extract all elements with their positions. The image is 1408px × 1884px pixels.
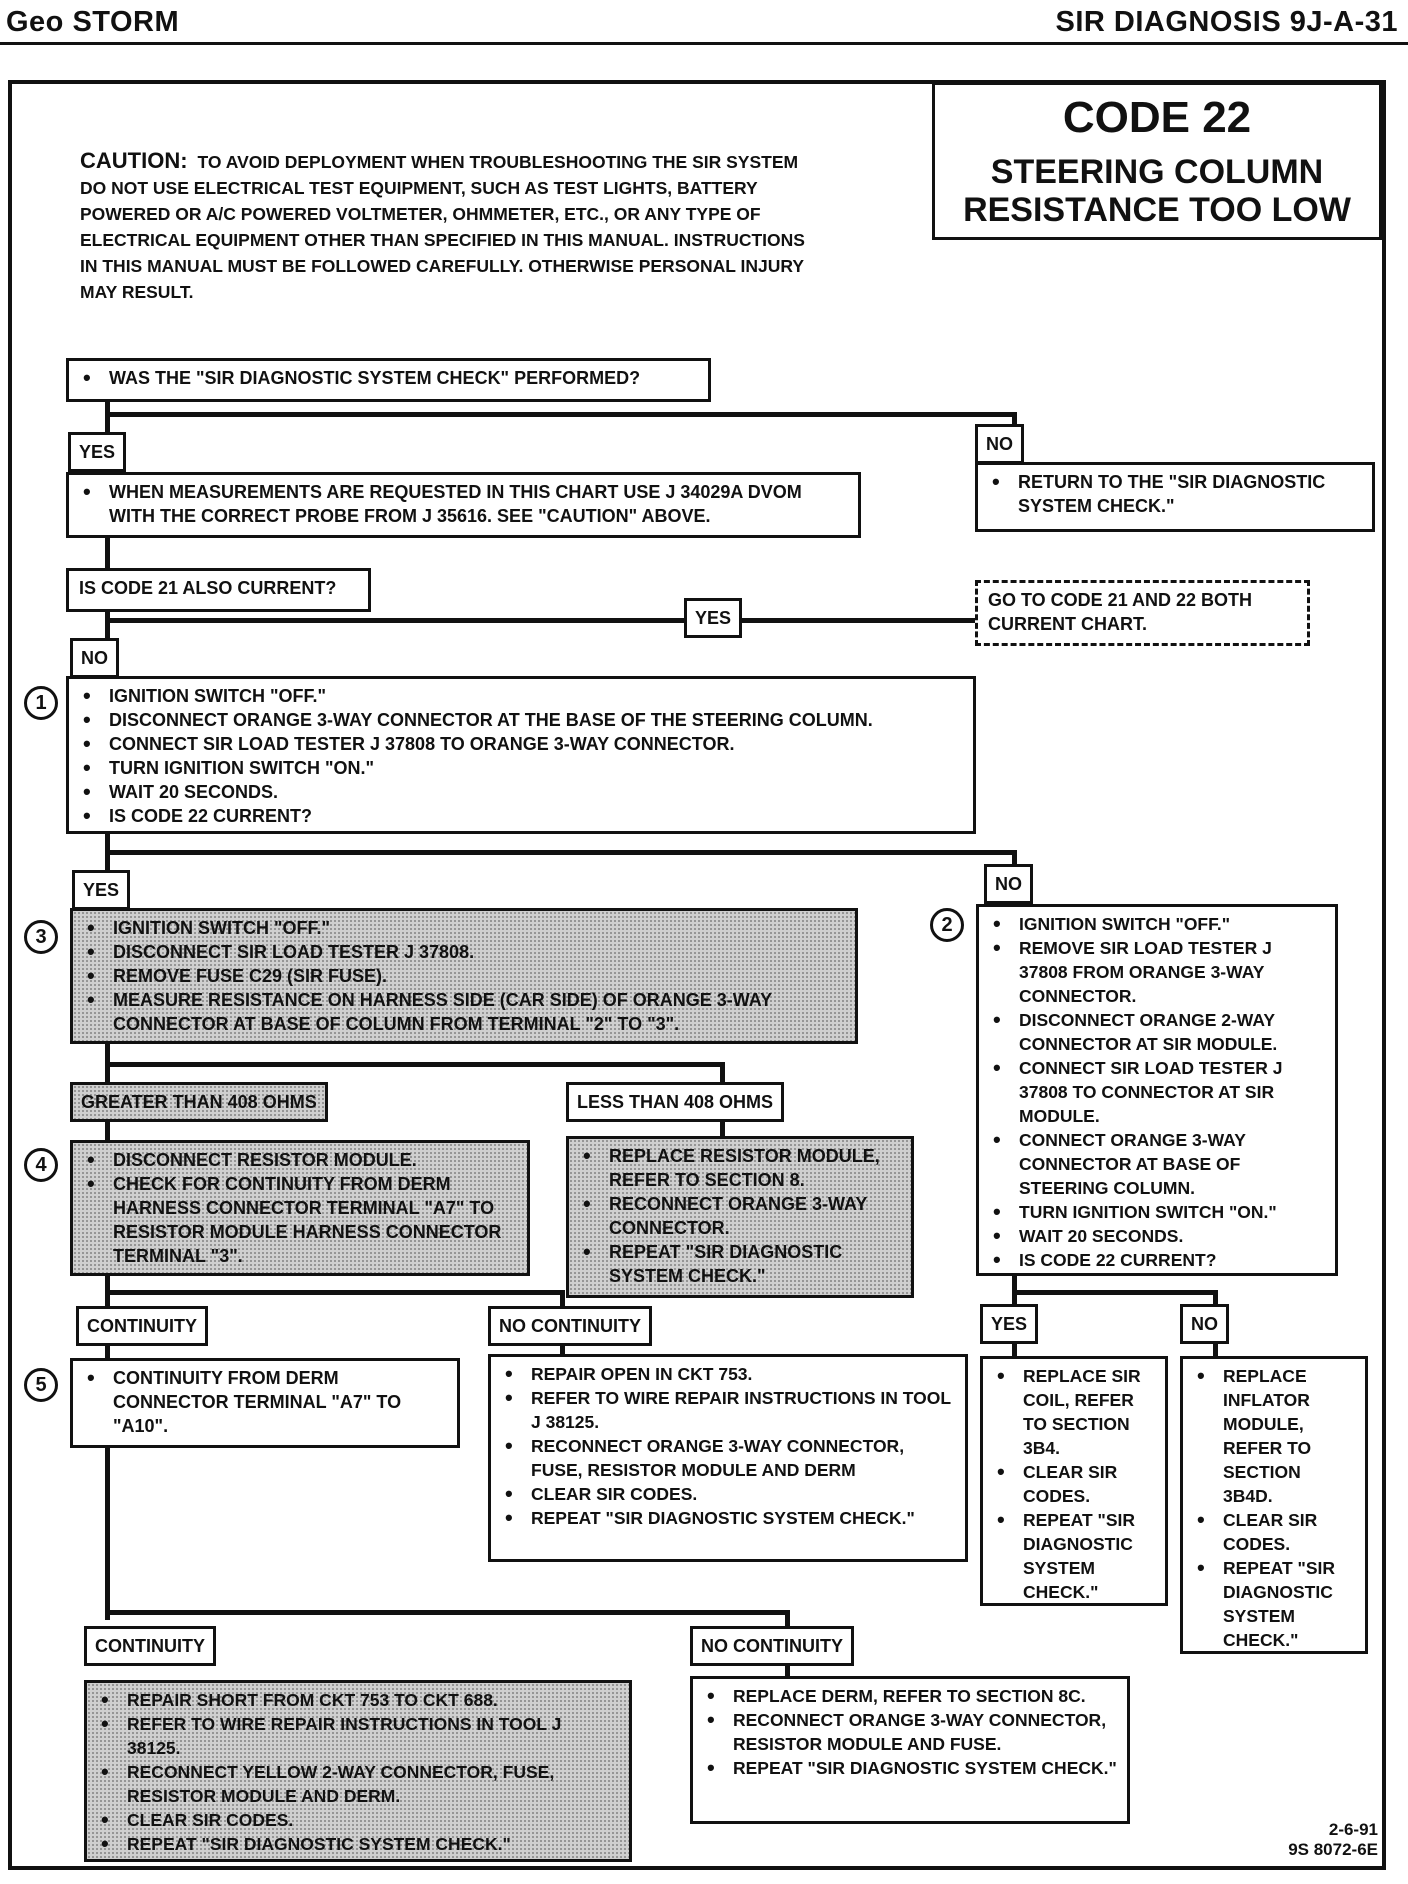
step1-item: • IS CODE 22 CURRENT?: [79, 804, 963, 828]
step3-box: [70, 908, 858, 1044]
step1-item: • DISCONNECT ORANGE 3-WAY CONNECTOR AT THE BASE OF THE STEERING COLUMN.: [79, 708, 963, 732]
step3-number: 3: [24, 920, 58, 954]
step1-box: [66, 676, 976, 834]
step2-item: • TURN IGNITION SWITCH "ON.": [989, 1200, 1325, 1224]
step4-branch-line: [105, 1290, 565, 1295]
q1-no-text: • RETURN TO THE "SIR DIAGNOSTIC SYSTEM CHECK.": [988, 470, 1362, 518]
s2-no-item: • REPLACE INFLATOR MODULE, REFER TO SECTION 3B4D.: [1193, 1364, 1355, 1508]
q1-yes-text: • WHEN MEASUREMENTS ARE REQUESTED IN THIS CHART USE J 34029A DVOM WITH THE CORRECT PROBE FROM J 35616. SEE "CAUTION" ABOVE.: [79, 480, 848, 528]
step4-number: 4: [24, 1148, 58, 1182]
step3-list: [83, 916, 845, 1036]
q2-branch-line: [105, 618, 985, 623]
q1-box: [66, 358, 711, 402]
less-box: [566, 1136, 914, 1298]
s4-continuity-label: CONTINUITY: [76, 1306, 208, 1346]
step2-no-drop: [1213, 1290, 1218, 1304]
s2-yes-label: YES: [980, 1304, 1038, 1344]
s5-continuity-item: • CLEAR SIR CODES.: [97, 1808, 619, 1832]
step2-branch-line: [1012, 1290, 1218, 1295]
q1-no-label: NO: [975, 424, 1024, 464]
step5-number: 5: [24, 1368, 58, 1402]
step2-item: • WAIT 20 SECONDS.: [989, 1224, 1325, 1248]
footer: [1288, 1820, 1378, 1860]
code-title: CODE 22: [1062, 93, 1252, 142]
less-item: • REPEAT "SIR DIAGNOSTIC SYSTEM CHECK.": [579, 1240, 901, 1288]
step2-item: • DISCONNECT ORANGE 2-WAY CONNECTOR AT SIR MODULE.: [989, 1008, 1325, 1056]
step2-item: • IS CODE 22 CURRENT?: [989, 1248, 1325, 1272]
q2-text: IS CODE 21 ALSO CURRENT?: [79, 578, 337, 598]
s5-nocontinuity-item: • REPLACE DERM, REFER TO SECTION 8C.: [703, 1684, 1117, 1708]
s5-continuity-box: [84, 1680, 632, 1862]
s2-no-item: • CLEAR SIR CODES.: [1193, 1508, 1355, 1556]
code-subtitle: STEERING COLUMN RESISTANCE TOO LOW: [963, 153, 1351, 229]
q2-yes-box: [975, 580, 1310, 646]
s5-continuity-item: • REFER TO WIRE REPAIR INSTRUCTIONS IN TOOL J 38125.: [97, 1712, 619, 1760]
s2-no-item: • REPEAT "SIR DIAGNOSTIC SYSTEM CHECK.": [1193, 1556, 1355, 1652]
step5-text: • CONTINUITY FROM DERM CONNECTOR TERMINAL "A7" TO "A10".: [83, 1366, 447, 1438]
q2-yes-label: YES: [684, 598, 742, 638]
header-left: Geo STORM: [6, 6, 180, 38]
step3-item: • IGNITION SWITCH "OFF.": [83, 916, 845, 940]
q2-yes-text: GO TO CODE 21 AND 22 BOTH CURRENT CHART.: [988, 590, 1253, 634]
step1-item: • IGNITION SWITCH "OFF.": [79, 684, 963, 708]
less-item: • REPLACE RESISTOR MODULE, REFER TO SECTION 8.: [579, 1144, 901, 1192]
s5-continuity-item: • REPEAT "SIR DIAGNOSTIC SYSTEM CHECK.": [97, 1832, 619, 1856]
step1-item: • CONNECT SIR LOAD TESTER J 37808 TO ORANGE 3-WAY CONNECTOR.: [79, 732, 963, 756]
step3-item: • DISCONNECT SIR LOAD TESTER J 37808.: [83, 940, 845, 964]
step2-box: [976, 904, 1338, 1276]
step1-item: • TURN IGNITION SWITCH "ON.": [79, 756, 963, 780]
step1-item: • WAIT 20 SECONDS.: [79, 780, 963, 804]
step3-branch-line: [105, 1062, 725, 1067]
header-rule: [0, 42, 1408, 45]
s4-nocontinuity-item: • REFER TO WIRE REPAIR INSTRUCTIONS IN TOOL J 38125.: [501, 1386, 955, 1434]
step2-item: • REMOVE SIR LOAD TESTER J 37808 FROM ORANGE 3-WAY CONNECTOR.: [989, 936, 1325, 1008]
s2-no-label: NO: [1180, 1304, 1229, 1344]
less-item: • RECONNECT ORANGE 3-WAY CONNECTOR.: [579, 1192, 901, 1240]
caution-note: [80, 148, 820, 305]
q1-branch-line: [105, 412, 1017, 417]
step5-branch-line: [105, 1610, 790, 1615]
s2-yes-item: • REPLACE SIR COIL, REFER TO SECTION 3B4.: [993, 1364, 1155, 1460]
s4-nocontinuity-item: • REPEAT "SIR DIAGNOSTIC SYSTEM CHECK.": [501, 1506, 955, 1530]
step2-item: • IGNITION SWITCH "OFF.": [989, 912, 1325, 936]
caution-label: CAUTION:: [80, 148, 188, 173]
step1-number: 1: [24, 686, 58, 720]
step2-list: [989, 912, 1325, 1272]
q2-no-label: NO: [70, 638, 119, 678]
s5-nocontinuity-label: NO CONTINUITY: [690, 1626, 854, 1666]
q1-yes-box: [66, 472, 861, 538]
greater-label: GREATER THAN 408 OHMS: [70, 1082, 328, 1122]
s4-nocontinuity-label: NO CONTINUITY: [488, 1306, 652, 1346]
s4-nocontinuity-list: [501, 1362, 955, 1530]
s5-nocontinuity-list: [703, 1684, 1117, 1780]
step4-box: [70, 1140, 530, 1276]
step1-list: [79, 684, 963, 828]
step2-number: 2: [930, 908, 964, 942]
s4-nocontinuity-item: • RECONNECT ORANGE 3-WAY CONNECTOR, FUSE, RESISTOR MODULE AND DERM: [501, 1434, 955, 1482]
step5-box: [70, 1358, 460, 1448]
s5-continuity-item: • RECONNECT YELLOW 2-WAY CONNECTOR, FUSE, RESISTOR MODULE AND DERM.: [97, 1760, 619, 1808]
s2-no-list: [1193, 1364, 1355, 1652]
caution-text: TO AVOID DEPLOYMENT WHEN TROUBLESHOOTING THE SIR SYSTEM DO NOT USE ELECTRICAL TEST EQUIPMENT, SUCH AS TEST LIGHTS, BATTERY POWERED OR A/C POWERED VOLTMETER, OHMMETER, ETC., OR ANY TYPE OF ELECTRICAL EQUIPMENT OTHER THAN SPECIFIED IN THIS MANUAL. INSTRUCTIONS IN THIS MANUAL MUST BE FOLLOWED CAREFULLY. OTHERWISE PERSONAL INJURY MAY RESULT.: [80, 152, 805, 302]
s5-continuity-list: [97, 1688, 619, 1856]
step4-list: [83, 1148, 517, 1268]
title-box: [932, 82, 1382, 240]
s2-yes-list: [993, 1364, 1155, 1604]
s5-continuity-item: • REPAIR SHORT FROM CKT 753 TO CKT 688.: [97, 1688, 619, 1712]
s2-yes-item: • CLEAR SIR CODES.: [993, 1460, 1155, 1508]
step2-item: • CONNECT ORANGE 3-WAY CONNECTOR AT BASE OF STEERING COLUMN.: [989, 1128, 1325, 1200]
step2-item: • CONNECT SIR LOAD TESTER J 37808 TO CONNECTOR AT SIR MODULE.: [989, 1056, 1325, 1128]
s2-yes-box: [980, 1356, 1168, 1606]
less-label: LESS THAN 408 OHMS: [566, 1082, 784, 1122]
q2-box: [66, 568, 371, 612]
step1-branch-line: [105, 850, 1017, 855]
s4-nocontinuity-item: • REPAIR OPEN IN CKT 753.: [501, 1362, 955, 1386]
s4-nocontinuity-box: [488, 1354, 968, 1562]
s2-no-box: [1180, 1356, 1368, 1654]
step3-item: • MEASURE RESISTANCE ON HARNESS SIDE (CAR SIDE) OF ORANGE 3-WAY CONNECTOR AT BASE OF COLUMN FROM TERMINAL "2" TO "3".: [83, 988, 845, 1036]
q1-yes-label: YES: [68, 432, 126, 472]
s5-continuity-label: CONTINUITY: [84, 1626, 216, 1666]
s4-nocontinuity-item: • CLEAR SIR CODES.: [501, 1482, 955, 1506]
footer-code: 9S 8072-6E: [1288, 1840, 1378, 1859]
q1-no-box: [975, 462, 1375, 532]
step1-yes-label: YES: [72, 870, 130, 910]
s5-nocontinuity-item: • REPEAT "SIR DIAGNOSTIC SYSTEM CHECK.": [703, 1756, 1117, 1780]
step3-item: • REMOVE FUSE C29 (SIR FUSE).: [83, 964, 845, 988]
q1-text: • WAS THE "SIR DIAGNOSTIC SYSTEM CHECK" PERFORMED?: [79, 366, 698, 390]
less-list: [579, 1144, 901, 1288]
footer-date: 2-6-91: [1328, 1820, 1378, 1839]
less-drop: [720, 1062, 725, 1084]
s2-yes-item: • REPEAT "SIR DIAGNOSTIC SYSTEM CHECK.": [993, 1508, 1155, 1604]
step4-item: • DISCONNECT RESISTOR MODULE.: [83, 1148, 517, 1172]
step4-item: • CHECK FOR CONTINUITY FROM DERM HARNESS CONNECTOR TERMINAL "A7" TO RESISTOR MODULE HARNESS CONNECTOR TERMINAL "3".: [83, 1172, 517, 1268]
header-right: SIR DIAGNOSIS 9J-A-31: [1055, 6, 1398, 38]
s5-nocontinuity-item: • RECONNECT ORANGE 3-WAY CONNECTOR, RESISTOR MODULE AND FUSE.: [703, 1708, 1117, 1756]
s5-nocontinuity-box: [690, 1676, 1130, 1824]
step1-no-label: NO: [984, 864, 1033, 904]
